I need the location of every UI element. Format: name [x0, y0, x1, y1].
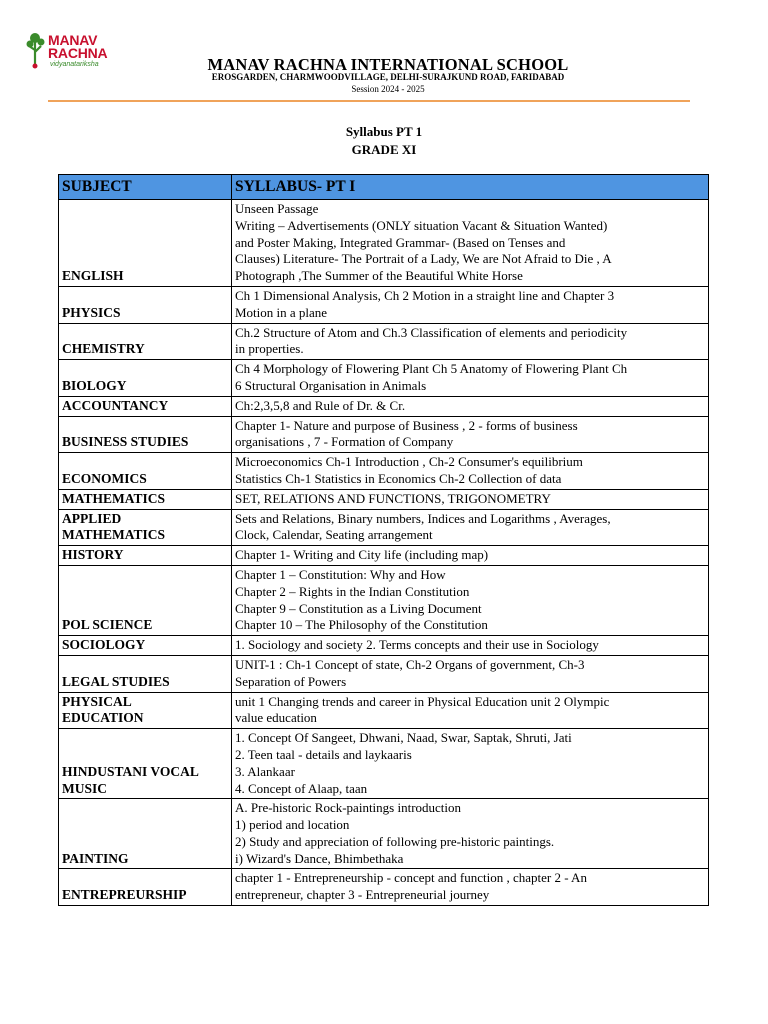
table-row [59, 799, 709, 869]
logo-tagline: vidyanatariksha [50, 61, 99, 68]
column-header-syllabus: SYLLABUS- PT I [232, 175, 709, 200]
subject-cell: HISTORY [59, 546, 232, 566]
column-header-subject: SUBJECT [59, 175, 232, 200]
subject-cell: MATHEMATICS [59, 489, 232, 509]
subject-cell: ACCOUNTANCY [59, 396, 232, 416]
table-row [59, 416, 709, 453]
subject-cell: ENGLISH [59, 200, 232, 287]
document-title: Syllabus PT 1 [345, 124, 423, 139]
syllabus-cell: SET, RELATIONS AND FUNCTIONS, TRIGONOMETRY [232, 489, 709, 509]
subject-cell: ECONOMICS [59, 453, 232, 490]
syllabus-cell: Ch 4 Morphology of Flowering Plant Ch 5 Anatomy of Flowering Plant Ch 6 Structural Organisation in Animals [232, 360, 709, 397]
table-row [59, 453, 709, 490]
table-row [59, 360, 709, 397]
syllabus-cell: Sets and Relations, Binary numbers, Indices and Logarithms , Averages, Clock, Calendar, Seating arrangement [232, 509, 709, 546]
table-row [59, 565, 709, 635]
table-row [59, 286, 709, 323]
school-name: MANAV RACHNA INTERNATIONAL SCHOOL [207, 55, 569, 74]
syllabus-cell: Chapter 1- Nature and purpose of Business , 2 - forms of business organisations , 7 - Formation of Company [232, 416, 709, 453]
table-row [59, 636, 709, 656]
table-row [59, 509, 709, 546]
table-row [59, 546, 709, 566]
syllabus-cell: Chapter 1- Writing and City life (including map) [232, 546, 709, 566]
session-text: Session 2024 - 2025 [351, 84, 425, 94]
syllabus-cell: Ch 1 Dimensional Analysis, Ch 2 Motion in a straight line and Chapter 3 Motion in a plane [232, 286, 709, 323]
table-row [59, 323, 709, 360]
table-row [59, 489, 709, 509]
subject-cell: PHYSICAL EDUCATION [59, 692, 232, 729]
subject-cell: HINDUSTANI VOCAL MUSIC [59, 729, 232, 799]
syllabus-cell: Unseen Passage Writing – Advertisements (ONLY situation Vacant & Situation Wanted) and Poster Making, Integrated Grammar- (Based on Tenses and Clauses) Literature- The Portrait of a Lady, We are Not Afraid to Die , A Photograph ,The Summer of the Beautiful White Horse [232, 200, 709, 287]
table-header-row [59, 175, 709, 200]
subject-cell: LEGAL STUDIES [59, 655, 232, 692]
syllabus-cell: Chapter 1 – Constitution: Why and How Chapter 2 – Rights in the Indian Constitution Chapter 9 – Constitution as a Living Document Chapter 10 – The Philosophy of the Constitution [232, 565, 709, 635]
subject-cell: ENTREPREURSHIP [59, 869, 232, 906]
syllabus-cell: Ch:2,3,5,8 and Rule of Dr. & Cr. [232, 396, 709, 416]
syllabus-cell: UNIT-1 : Ch-1 Concept of state, Ch-2 Organs of government, Ch-3 Separation of Powers [232, 655, 709, 692]
subject-cell: BIOLOGY [59, 360, 232, 397]
table-row [59, 692, 709, 729]
school-address: EROSGARDEN, CHARMWOODVILLAGE, DELHI-SURAJKUND ROAD, FARIDABAD [211, 72, 565, 82]
subject-cell: APPLIED MATHEMATICS [59, 509, 232, 546]
grade-title: GRADE XI [351, 142, 417, 157]
subject-cell: POL SCIENCE [59, 565, 232, 635]
header-divider [48, 100, 690, 102]
subject-cell: BUSINESS STUDIES [59, 416, 232, 453]
table-row [59, 655, 709, 692]
logo-wordmark: MANAV RACHNA [48, 32, 108, 61]
syllabus-cell: Ch.2 Structure of Atom and Ch.3 Classification of elements and periodicity in properties. [232, 323, 709, 360]
syllabus-cell: chapter 1 - Entrepreneurship - concept and function , chapter 2 - An entrepreneur, chapter 3 - Entrepreneurial journey [232, 869, 709, 906]
table-row [59, 200, 709, 287]
syllabus-cell: 1. Concept Of Sangeet, Dhwani, Naad, Swar, Saptak, Shruti, Jati 2. Teen taal - details and laykaaris 3. Alankaar 4. Concept of Alaap, taan [232, 729, 709, 799]
table-body [59, 200, 709, 906]
school-logo [26, 30, 138, 72]
syllabus-cell: 1. Sociology and society 2. Terms concepts and their use in Sociology [232, 636, 709, 656]
syllabus-cell: Microeconomics Ch-1 Introduction , Ch-2 Consumer's equilibrium Statistics Ch-1 Statistics in Economics Ch-2 Collection of data [232, 453, 709, 490]
syllabus-cell: unit 1 Changing trends and career in Physical Education unit 2 Olympic value education [232, 692, 709, 729]
table-row [59, 729, 709, 799]
table-row [59, 396, 709, 416]
subject-cell: PAINTING [59, 799, 232, 869]
subject-cell: CHEMISTRY [59, 323, 232, 360]
subject-cell: SOCIOLOGY [59, 636, 232, 656]
table-row [59, 869, 709, 906]
syllabus-cell: A. Pre-historic Rock-paintings introduction 1) period and location 2) Study and appreciation of following pre-historic paintings. i) Wizard's Dance, Bhimbethaka [232, 799, 709, 869]
syllabus-table [58, 174, 709, 906]
subject-cell: PHYSICS [59, 286, 232, 323]
